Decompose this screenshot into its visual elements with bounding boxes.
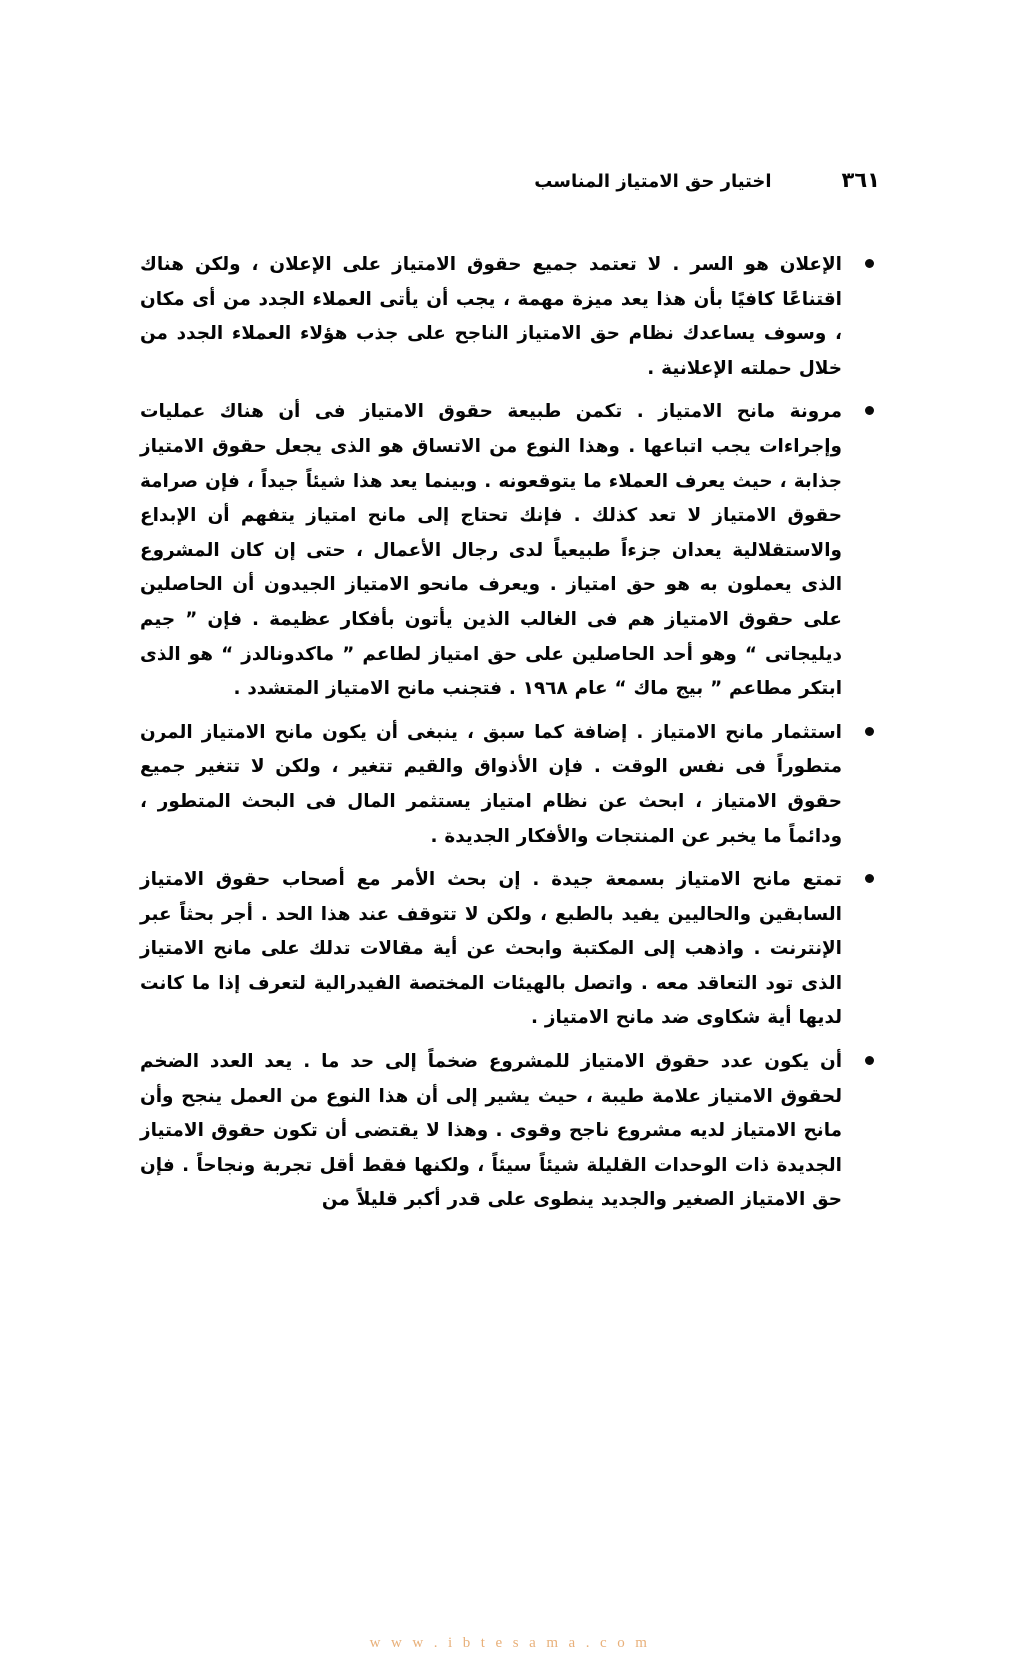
bullet-point-icon [865, 259, 874, 268]
list-item [140, 1045, 880, 1218]
list-item [140, 248, 880, 386]
body-text-column [140, 248, 880, 1227]
site-watermark: w w w . i b t e s a m a . c o m [369, 1635, 651, 1651]
bullet-point-icon [865, 406, 874, 415]
paragraph-franchisor-good-reputation: تمتع مانح الامتياز بسمعة جيدة . إن بحث الأمر مع أصحاب حقوق الامتياز السابقين والحاليين يفيد بالطبع ، ولكن لا تتوقف عند هذا الحد . أجر بحثاً عبر الإنترنت . واذهب إلى المكتبة وابحث عن أية مقالات تدلك على مانح الامتياز الذى تود التعاقد معه . واتصل بالهيئات المختصة الفيدرالية لتعرف إذا ما كانت لديها أية شكاوى ضد مانح الامتياز . [140, 869, 842, 1029]
list-item [140, 395, 880, 706]
paragraph-franchisor-investment: استثمار مانح الامتياز . إضافة كما سبق ، ينبغى أن يكون مانح الامتياز المرن متطوراً فى نفس الوقت . فإن الأذواق والقيم تتغير ، ولكن لا تتغير جميع حقوق الامتياز ، ابحث عن نظام امتياز يستثمر المال فى البحث المتطور ، ودائماً ما يخبر عن المنتجات والأفكار الجديدة . [140, 721, 842, 847]
paragraph-franchisor-flexibility: مرونة مانح الامتياز . تكمن طبيعة حقوق الامتياز فى أن هناك عمليات وإجراءات يجب اتباعها . وهذا النوع من الاتساق هو الذى يجعل حقوق الامتياز جذابة ، حيث يعرف العملاء ما يتوقعونه . وبينما يعد هذا شيئاً جيداً ، فإن صرامة حقوق الامتياز لا تعد كذلك . فإنك تحتاج إلى مانح امتياز يتفهم أن الإبداع والاستقلالية يعدان جزءاً طبيعياً لدى رجال الأعمال ، حتى إن كان المشروع الذى يعملون به هو حق امتياز . ويعرف مانحو الامتياز الجيدون أن الحاصلين على حقوق الامتياز هم فى الغالب الذين يأتون بأفكار عظيمة . فإن ” جيم ديليجاتى “ وهو أحد الحاصلين على حق امتياز لطاعم ” ماكدونالدز “ هو الذى ابتكر مطاعم ” بيج ماك “ عام ١٩٦٨ . فتجنب مانح الامتياز المتشدد . [140, 401, 842, 700]
running-head-title: اختيار حق الامتياز المناسب [534, 171, 772, 192]
bullet-point-icon [865, 727, 874, 736]
bullet-point-icon [865, 1056, 874, 1065]
page-number: ٣٦١ [841, 168, 880, 192]
paragraph-advertising-is-the-secret: الإعلان هو السر . لا تعتمد جميع حقوق الامتياز على الإعلان ، ولكن هناك اقتناعًا كافيًا بأن هذا يعد ميزة مهمة ، يجب أن يأتى العملاء الجدد من أى مكان ، وسوف يساعدك نظام حق الامتياز الناجح على جذب هؤلاء العملاء الجدد من خلال حملته الإعلانية . [140, 254, 842, 379]
running-head [140, 168, 880, 194]
list-item [140, 863, 880, 1036]
bullet-point-icon [865, 874, 874, 883]
list-item [140, 716, 880, 854]
paragraph-large-number-of-franchises: أن يكون عدد حقوق الامتياز للمشروع ضخماً إلى حد ما . يعد العدد الضخم لحقوق الامتياز علامة طيبة ، حيث يشير إلى أن هذا النوع من العمل ينجح وأن مانح الامتياز لديه مشروع ناجح وقوى . وهذا لا يقتضى أن تكون حقوق الامتياز الجديدة ذات الوحدات القليلة شيئاً سيئاً ، ولكنها فقط أقل تجربة ونجاحاً . فإن حق الامتياز الصغير والجديد ينطوى على قدر أكبر قليلاً من [140, 1051, 842, 1211]
